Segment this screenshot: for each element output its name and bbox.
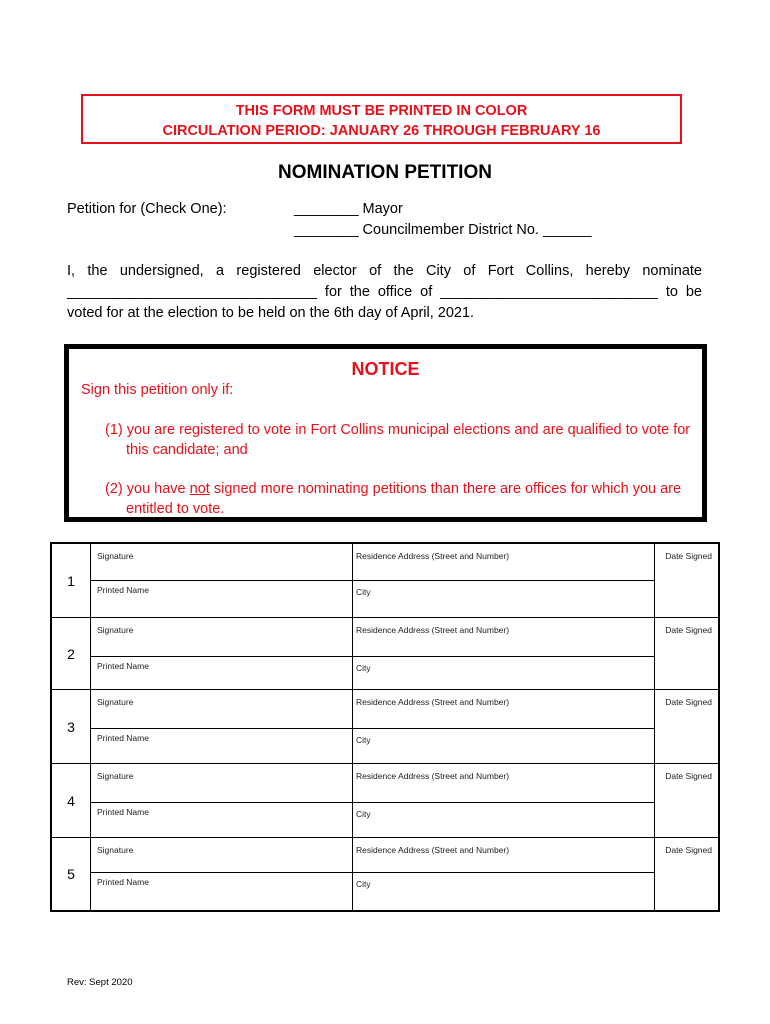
- color-print-banner: [81, 94, 682, 144]
- notice-box: [64, 344, 707, 522]
- page-title: NOMINATION PETITION: [278, 162, 492, 183]
- banner-line-circulation-period: CIRCULATION PERIOD: JANUARY 26 THROUGH FEBRUARY 16: [162, 123, 601, 139]
- notice-subtitle: Sign this petition only if:: [81, 382, 234, 398]
- printed-name-field[interactable]: Printed Name: [97, 733, 149, 743]
- nomination-statement: [67, 261, 702, 324]
- city-field[interactable]: City: [356, 735, 371, 745]
- signature-row: [52, 618, 718, 690]
- row-divider: [91, 872, 654, 873]
- residence-address-field[interactable]: Residence Address (Street and Number): [356, 845, 510, 855]
- row-number-text: 3: [67, 718, 75, 735]
- printed-name-field[interactable]: Printed Name: [97, 807, 149, 817]
- printed-name-field[interactable]: Printed Name: [97, 877, 149, 887]
- signature-table: [50, 542, 720, 912]
- notice-title: NOTICE: [351, 359, 420, 379]
- date-signed-label: Date Signed: [665, 845, 712, 855]
- signature-field[interactable]: Signature: [97, 845, 134, 855]
- column-divider: [352, 690, 353, 763]
- city-field[interactable]: City: [356, 879, 371, 889]
- printed-name-field[interactable]: Printed Name: [97, 661, 149, 671]
- signature-row: [52, 764, 718, 838]
- revision-date: Rev: Sept 2020: [67, 977, 133, 988]
- statement-line-2[interactable]: _______________________________ for the office of ___________________________ to be: [67, 284, 702, 300]
- row-number-text: 4: [67, 792, 75, 809]
- row-number-text: 2: [67, 645, 75, 662]
- city-field[interactable]: City: [356, 587, 371, 597]
- row-divider: [91, 580, 654, 581]
- petition-for-label: Petition for (Check One):: [67, 201, 227, 217]
- residence-address-field[interactable]: Residence Address (Street and Number): [356, 625, 510, 635]
- signature-row: [52, 838, 718, 910]
- notice-item-2-pre: (2) you have: [105, 481, 190, 497]
- row-divider: [91, 656, 654, 657]
- row-number: [52, 764, 91, 837]
- row-number: [52, 690, 91, 763]
- city-field[interactable]: City: [356, 663, 371, 673]
- signature-row: [52, 690, 718, 764]
- column-divider: [352, 618, 353, 689]
- column-divider: [352, 764, 353, 837]
- signature-field[interactable]: Signature: [97, 625, 134, 635]
- row-number: [52, 618, 91, 689]
- row-number-text: 1: [67, 572, 75, 589]
- signature-field[interactable]: Signature: [97, 697, 134, 707]
- signature-row: [52, 544, 718, 618]
- option-mayor[interactable]: ________ Mayor: [294, 201, 403, 217]
- date-signed-label: Date Signed: [665, 551, 712, 561]
- row-divider: [91, 728, 654, 729]
- column-divider: [352, 838, 353, 910]
- row-number: [52, 838, 91, 910]
- notice-item-1: (1) you are registered to vote in Fort Collins municipal elections and are qualified to vote for this candidate; and: [105, 422, 691, 458]
- row-divider: [91, 802, 654, 803]
- column-divider: [352, 544, 353, 617]
- notice-item-2-post: signed more nominating petitions than there are offices for which you are entitled to vote.: [126, 481, 682, 517]
- date-signed-label: Date Signed: [665, 771, 712, 781]
- date-signed-label: Date Signed: [665, 625, 712, 635]
- notice-item-2: [105, 479, 706, 519]
- residence-address-field[interactable]: Residence Address (Street and Number): [356, 551, 510, 561]
- notice-item-2-emphasis: not: [189, 481, 210, 497]
- option-councilmember[interactable]: ________ Councilmember District No. ______: [294, 222, 592, 238]
- row-number: [52, 544, 91, 617]
- statement-line-1: I, the undersigned, a registered elector of the City of Fort Collins, hereby nominate: [67, 263, 702, 279]
- signature-field[interactable]: Signature: [97, 771, 134, 781]
- date-signed-label: Date Signed: [665, 697, 712, 707]
- city-field[interactable]: City: [356, 809, 371, 819]
- row-number-text: 5: [67, 866, 75, 882]
- residence-address-field[interactable]: Residence Address (Street and Number): [356, 771, 510, 781]
- residence-address-field[interactable]: Residence Address (Street and Number): [356, 697, 510, 707]
- signature-field[interactable]: Signature: [97, 551, 134, 561]
- statement-line-3: voted for at the election to be held on the 6th day of April, 2021.: [67, 305, 475, 321]
- printed-name-field[interactable]: Printed Name: [97, 585, 149, 595]
- banner-line-print-color: THIS FORM MUST BE PRINTED IN COLOR: [235, 103, 528, 119]
